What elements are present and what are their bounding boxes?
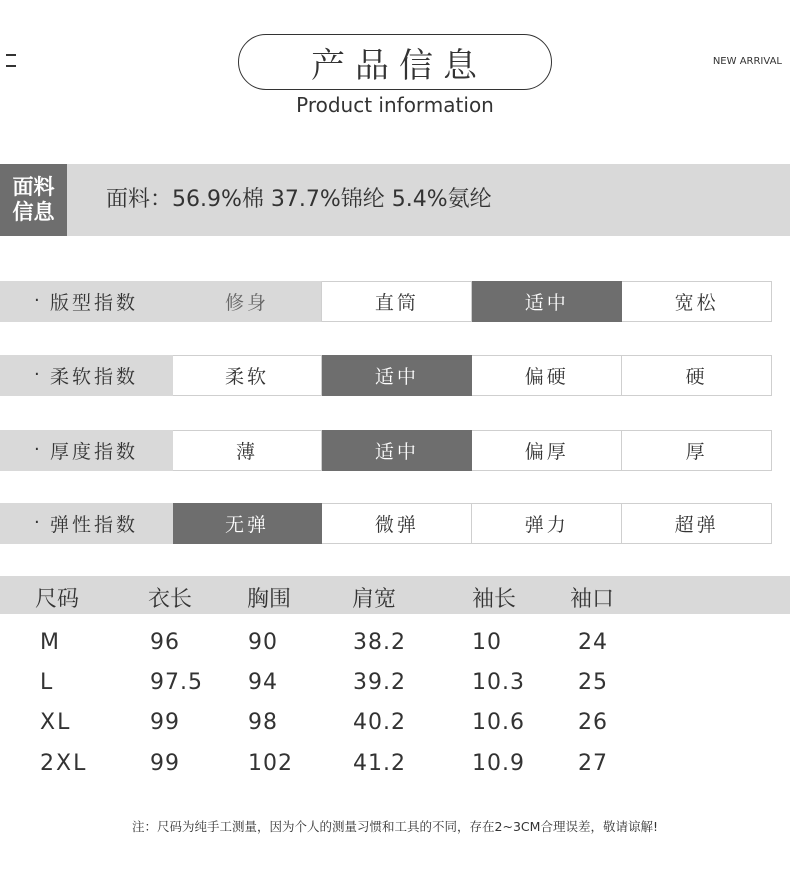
size-table-header-cell: 胸围 [247, 587, 292, 612]
index-option-selected: 适中 [472, 281, 622, 322]
index-option: 偏厚 [472, 430, 622, 471]
index-row [0, 430, 772, 471]
new-arrival-label: NEW ARRIVAL [712, 56, 782, 67]
size-table-header-cell: 袖长 [472, 587, 517, 612]
size-name-cell: L [40, 670, 55, 695]
index-option-selected: 适中 [322, 355, 472, 396]
size-value-cell: 98 [248, 710, 278, 735]
fabric-tag-line1: 面料 [12, 175, 55, 199]
index-option: 薄 [173, 430, 323, 471]
index-label [0, 503, 173, 544]
index-label [0, 281, 173, 322]
size-value-cell: 96 [150, 630, 180, 655]
size-value-cell: 26 [578, 710, 608, 735]
size-value-cell: 40.2 [353, 710, 406, 735]
size-value-cell: 10.6 [472, 710, 525, 735]
size-value-cell: 24 [578, 630, 608, 655]
fabric-composition: 面料：56.9%棉 37.7%锦纶 5.4%氨纶 [106, 187, 492, 212]
index-option: 柔软 [173, 355, 323, 396]
fabric-info-tag [0, 164, 67, 236]
size-table-header-cell: 尺码 [35, 587, 80, 612]
size-value-cell: 90 [248, 630, 278, 655]
size-name-cell: 2XL [40, 751, 88, 776]
size-table-header-cell: 肩宽 [352, 587, 397, 612]
index-option: 超弹 [622, 503, 772, 544]
index-option-selected: 无弹 [173, 503, 323, 544]
index-option: 硬 [622, 355, 772, 396]
size-name-cell: M [40, 630, 61, 655]
index-label-text: · 柔软指数 [50, 366, 139, 388]
size-value-cell: 27 [578, 751, 608, 776]
size-table-header-cell: 袖口 [570, 587, 615, 612]
index-option-selected: 适中 [322, 430, 472, 471]
size-name-cell: XL [40, 710, 72, 735]
index-option: 微弹 [322, 503, 472, 544]
corner-decoration [6, 50, 18, 70]
size-table-header-cell: 衣长 [148, 587, 193, 612]
index-label-text: · 弹性指数 [50, 514, 139, 536]
size-value-cell: 97.5 [150, 670, 203, 695]
page-subtitle: Product information [296, 93, 494, 117]
size-value-cell: 99 [150, 710, 180, 735]
size-value-cell: 25 [578, 670, 608, 695]
index-option: 弹力 [472, 503, 622, 544]
index-option: 直筒 [322, 281, 472, 322]
fabric-tag-line2: 信息 [12, 200, 55, 224]
size-value-cell: 10.9 [472, 751, 525, 776]
index-label-text: · 厚度指数 [50, 441, 139, 463]
size-value-cell: 41.2 [353, 751, 406, 776]
size-value-cell: 94 [248, 670, 278, 695]
index-label [0, 430, 173, 471]
index-option: 厚 [622, 430, 772, 471]
size-value-cell: 10 [472, 630, 502, 655]
index-option: 修身 [173, 281, 323, 322]
index-option: 宽松 [622, 281, 772, 322]
index-option: 偏硬 [472, 355, 622, 396]
size-value-cell: 38.2 [353, 630, 406, 655]
index-row [0, 503, 772, 544]
page-title: 产品信息 [238, 34, 552, 90]
index-label-text: · 版型指数 [50, 292, 139, 314]
index-row [0, 355, 772, 396]
size-value-cell: 99 [150, 751, 180, 776]
size-value-cell: 102 [248, 751, 293, 776]
size-value-cell: 10.3 [472, 670, 525, 695]
index-row [0, 281, 772, 322]
size-value-cell: 39.2 [353, 670, 406, 695]
fabric-info-bar [0, 164, 790, 236]
index-label [0, 355, 173, 396]
measurement-note: 注：尺码为纯手工测量，因为个人的测量习惯和工具的不同，存在2~3CM合理误差，敬请谅解! [132, 819, 658, 834]
